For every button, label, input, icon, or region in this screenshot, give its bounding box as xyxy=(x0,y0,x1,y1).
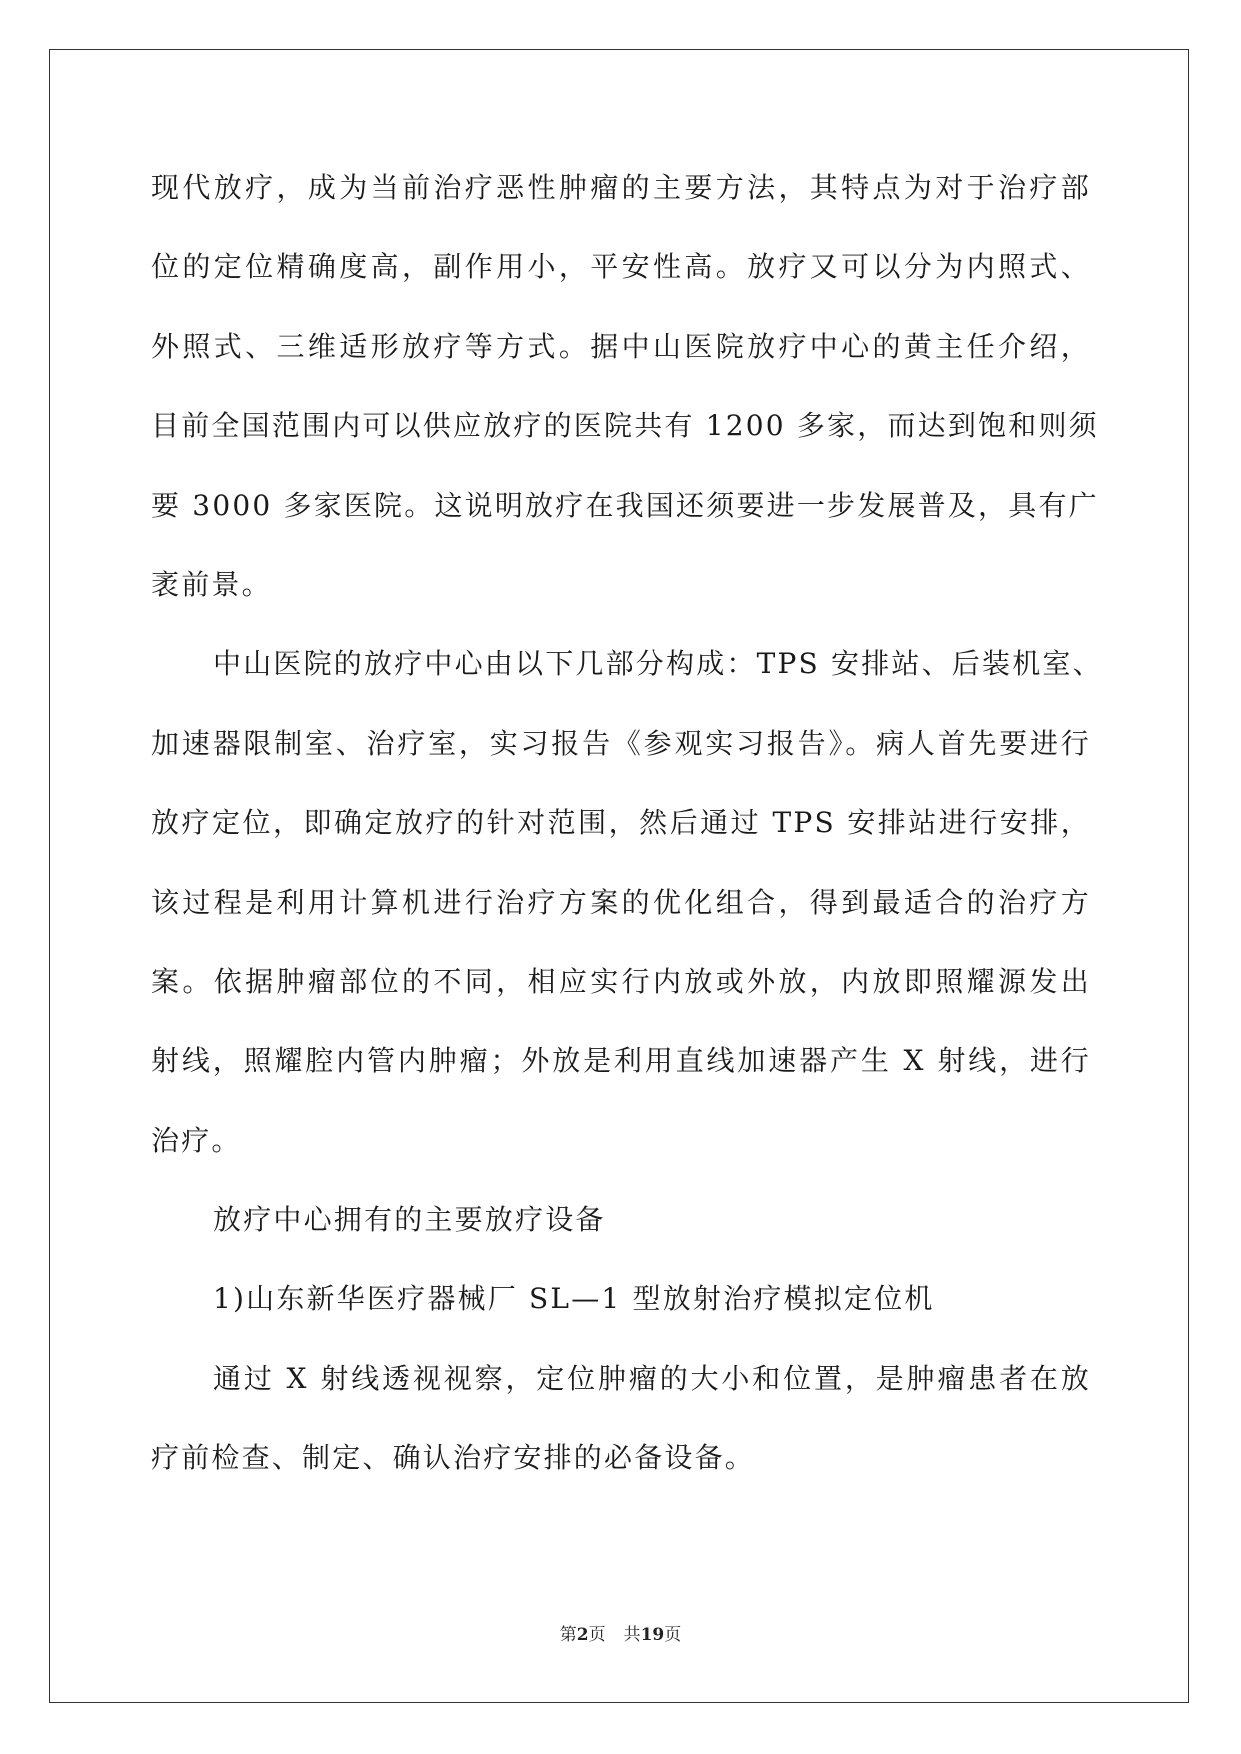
text-line: 该过程是利用计算机进行治疗方案的优化组合，得到最适合的治疗方 xyxy=(151,885,1091,919)
text-line: 案。依据肿瘤部位的不同，相应实行内放或外放，内放即照耀源发出 xyxy=(151,964,1091,998)
text-line: 放疗中心拥有的主要放疗设备 xyxy=(213,1203,606,1237)
page-total: 19 xyxy=(640,1625,665,1645)
text-line: 袤前景。 xyxy=(151,567,272,601)
text-line: 1)山东新华医疗器械厂 SL—1 型放射治疗模拟定位机 xyxy=(213,1282,935,1316)
page-current: 2 xyxy=(576,1625,589,1645)
text-line: 外照式、三维适形放疗等方式。据中山医院放疗中心的黄主任介绍， xyxy=(151,329,1091,363)
page-footer xyxy=(0,1620,1241,1645)
page-prefix: 第 xyxy=(559,1625,577,1645)
text-line: 通过 X 射线透视视察，定位肿瘤的大小和位置，是肿瘤患者在放 xyxy=(213,1361,1091,1395)
page-suffix: 页 xyxy=(588,1625,606,1645)
text-line: 加速器限制室、治疗室，实习报告《参观实习报告》。病人首先要进行 xyxy=(151,726,1091,760)
text-line: 射线，照耀腔内管内肿瘤；外放是利用直线加速器产生 X 射线，进行 xyxy=(151,1044,1091,1078)
text-line: 要 3000 多家医院。这说明放疗在我国还须要进一步发展普及，具有广 xyxy=(151,488,1099,522)
text-line: 疗前检查、制定、确认治疗安排的必备设备。 xyxy=(151,1441,756,1475)
text-line: 治疗。 xyxy=(151,1123,242,1157)
document-body xyxy=(151,163,1103,1513)
total-prefix: 共 xyxy=(623,1625,641,1645)
text-line: 现代放疗，成为当前治疗恶性肿瘤的主要方法，其特点为对于治疗部 xyxy=(151,171,1091,204)
text-line: 放疗定位，即确定放疗的针对范围，然后通过 TPS 安排站进行安排， xyxy=(151,806,1091,840)
total-suffix: 页 xyxy=(664,1625,682,1645)
text-line: 位的定位精确度高，副作用小，平安性高。放疗又可以分为内照式、 xyxy=(151,250,1091,284)
text-line: 目前全国范围内可以供应放疗的医院共有 1200 多家，而达到饱和则须 xyxy=(151,409,1099,443)
text-line: 中山医院的放疗中心由以下几部分构成：TPS 安排站、后装机室、 xyxy=(213,647,1103,681)
